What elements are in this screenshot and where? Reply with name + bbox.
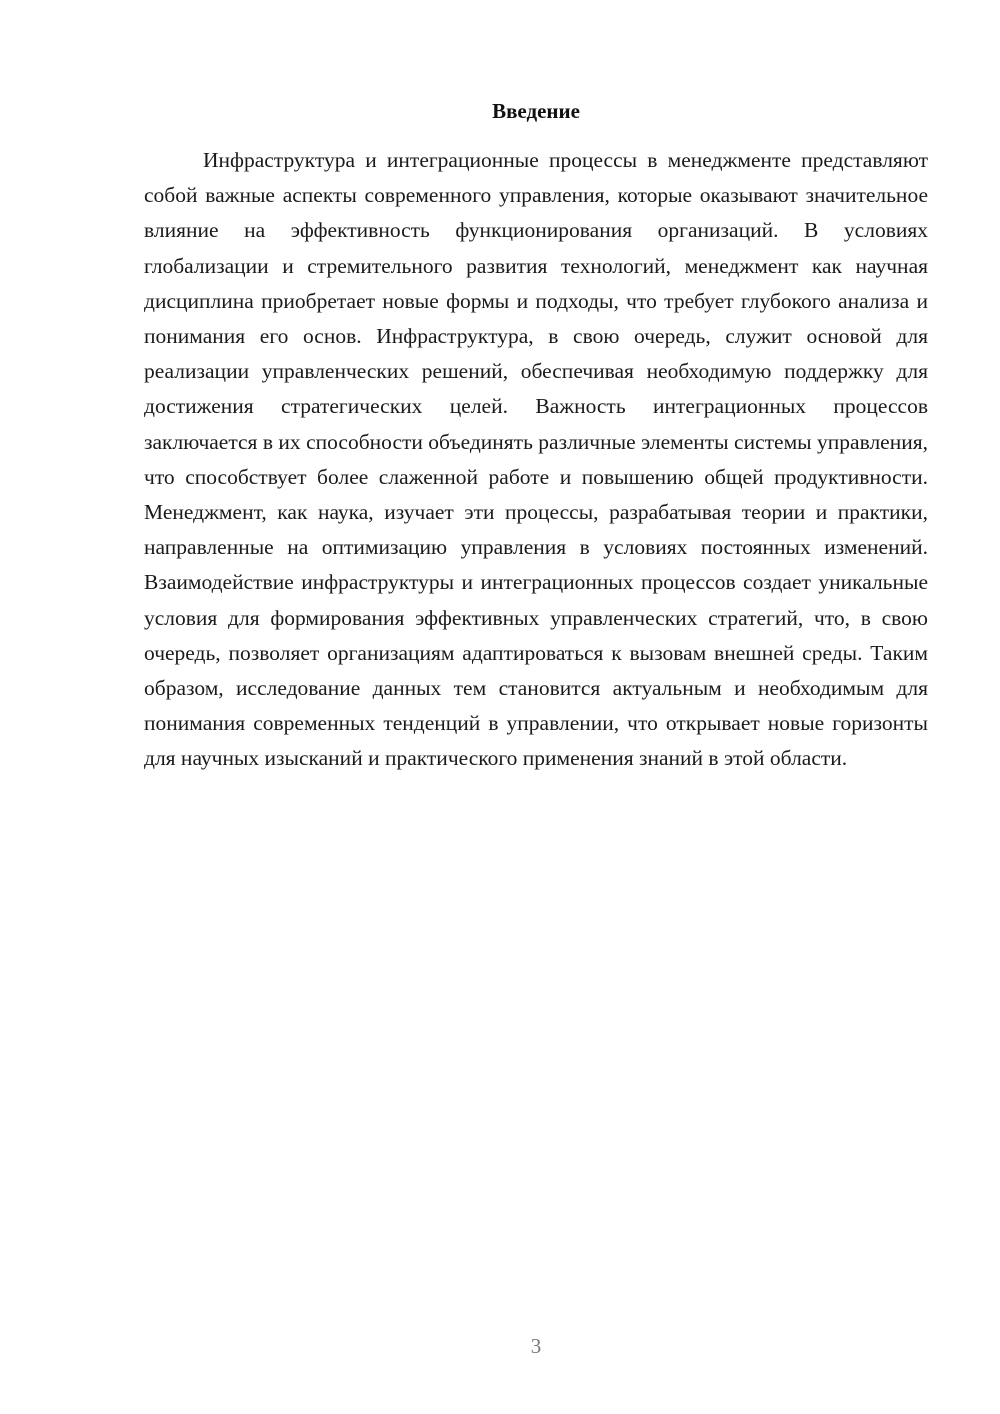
- section-heading: Введение: [492, 99, 580, 123]
- body-paragraph: Инфраструктура и интеграционные процессы в менеджменте представляют собой важные аспекты современного управления, которые оказывают значительное влияние на эффективность функционирования организаций. В условиях глобализации и стремительного развития технологий, менеджмент как научная дисциплина приобретает новые формы и подходы, что требует глубокого анализа и понимания его основ. Инфраструктура, в свою очередь, служит основой для реализации управленческих решений, обеспечивая необходимую поддержку для достижения стратегических целей. Важность интеграционных процессов заключается в их способности объединять различные элементы системы управления, что способствует более слаженной работе и повышению общей продуктивности. Менеджмент, как наука, изучает эти процессы, разрабатывая теории и практики, направленные на оптимизацию управления в условиях постоянных изменений. Взаимодействие инфраструктуры и интеграционных процессов создает уникальные условия для формирования эффективных управленческих стратегий, что, в свою очередь, позволяет организациям адаптироваться к вызовам внешней среды. Таким образом, исследование данных тем становится актуальным и необходимым для понимания современных тенденций в управлении, что открывает новые горизонты для научных изысканий и практического применения знаний в этой области.: [144, 148, 928, 771]
- page-number: 3: [530, 1334, 542, 1358]
